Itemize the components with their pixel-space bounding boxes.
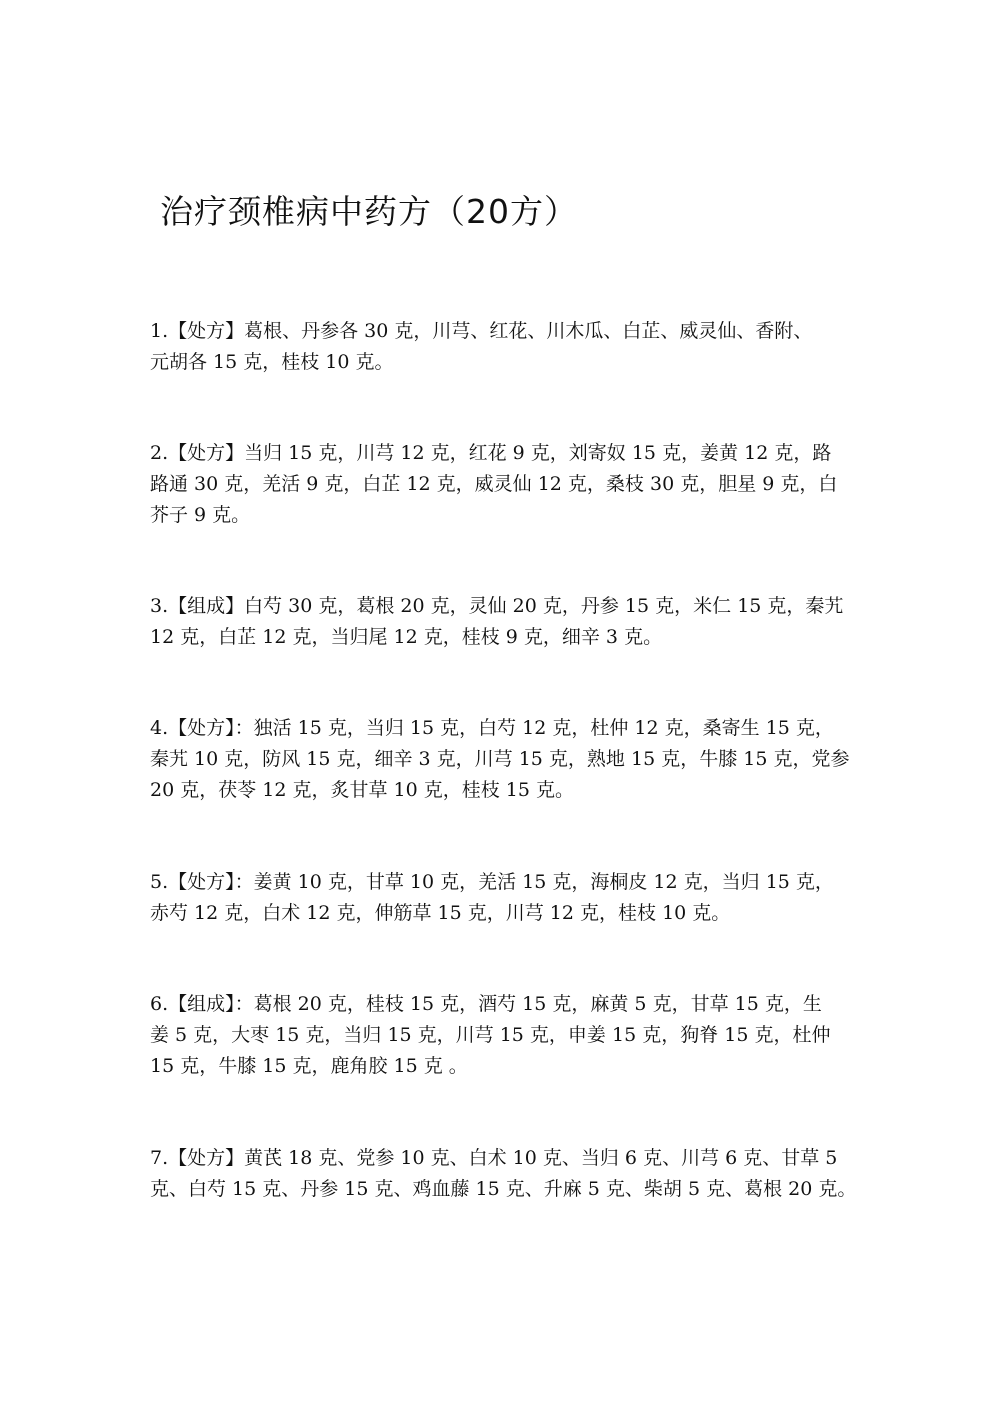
- prescription-line: 赤芍 12 克，白术 12 克，伸筋草 15 克，川芎 12 克，桂枝 10 克。: [150, 902, 731, 924]
- prescription-line: 7.【处方】黄芪 18 克、党参 10 克、白术 10 克、当归 6 克、川芎 6 克、甘草 5: [150, 1147, 838, 1169]
- prescription-7: [150, 1143, 857, 1205]
- prescription-line: 姜 5 克，大枣 15 克，当归 15 克，川芎 15 克，申姜 15 克，狗脊 15 克，杜仲: [150, 1024, 831, 1046]
- prescription-1: [150, 316, 850, 378]
- prescription-line: 12 克，白芷 12 克，当归尾 12 克，桂枝 9 克，细辛 3 克。: [150, 626, 663, 648]
- prescription-6: [150, 989, 850, 1082]
- prescription-2: [150, 438, 850, 531]
- prescription-line: 克、白芍 15 克、丹参 15 克、鸡血藤 15 克、升麻 5 克、柴胡 5 克、葛根 20 克。: [150, 1178, 857, 1200]
- prescription-line: 元胡各 15 克，桂枝 10 克。: [150, 351, 394, 373]
- prescription-line: 3.【组成】白芍 30 克，葛根 20 克，灵仙 20 克，丹参 15 克，米仁 15 克，秦艽: [150, 595, 844, 617]
- prescription-line: 4.【处方】：独活 15 克，当归 15 克，白芍 12 克，杜仲 12 克，桑寄生 15 克，: [150, 717, 834, 739]
- prescription-3: [150, 591, 850, 653]
- prescription-line: 5.【处方】：姜黄 10 克，甘草 10 克，羌活 15 克，海桐皮 12 克，当归 15 克，: [150, 871, 834, 893]
- prescription-line: 1.【处方】葛根、丹参各 30 克，川芎、红花、川木瓜、白芷、威灵仙、香附、: [150, 320, 813, 342]
- prescription-4: [150, 713, 850, 806]
- document-title: 治疗颈椎病中药方（20方）: [160, 192, 578, 231]
- prescription-line: 20 克，茯苓 12 克，炙甘草 10 克，桂枝 15 克。: [150, 779, 574, 801]
- prescription-line: 2.【处方】当归 15 克，川芎 12 克，红花 9 克，刘寄奴 15 克，姜黄 12 克，路: [150, 442, 832, 464]
- prescription-line: 芥子 9 克。: [150, 504, 251, 526]
- prescription-line: 6.【组成】：葛根 20 克，桂枝 15 克，酒芍 15 克，麻黄 5 克，甘草 15 克，生: [150, 993, 822, 1015]
- prescription-line: 秦艽 10 克，防风 15 克，细辛 3 克，川芎 15 克，熟地 15 克，牛膝 15 克，党参: [150, 748, 850, 770]
- prescription-line: 15 克，牛膝 15 克，鹿角胶 15 克 。: [150, 1055, 468, 1077]
- prescription-line: 路通 30 克，羌活 9 克，白芷 12 克，威灵仙 12 克，桑枝 30 克，胆星 9 克，白: [150, 473, 838, 495]
- prescription-5: [150, 867, 850, 929]
